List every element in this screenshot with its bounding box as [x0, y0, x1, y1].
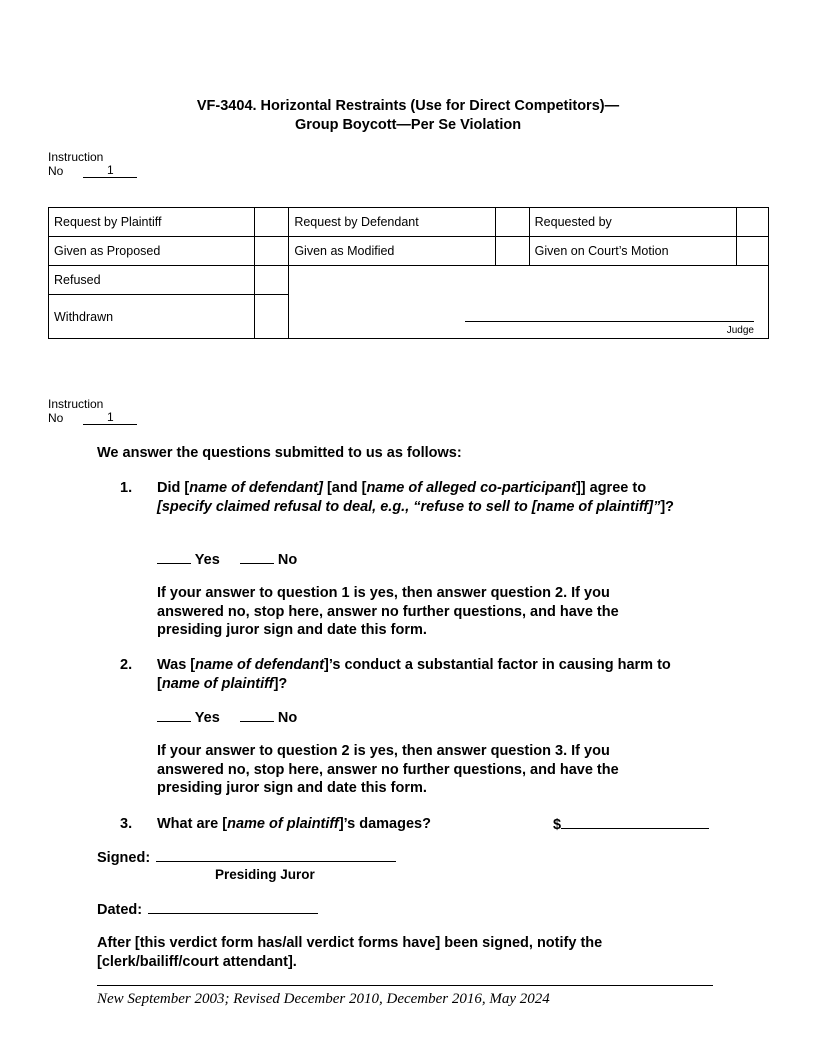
instruction-label: Instruction [48, 150, 104, 164]
question-2-followup: If your answer to question 2 is yes, then answer question 3. If you answered no, stop here, answer no further questions, and have the presiding juror sign and date this form. [157, 743, 619, 796]
damages-field [553, 815, 709, 835]
given-as-modified-box[interactable] [495, 237, 529, 266]
footer-divider [97, 985, 713, 986]
q2-no-label: No [277, 710, 298, 726]
signed-label: Signed: [97, 850, 151, 866]
question-1-text: Did [name of defendant] [and [name of alleged co-participant]] agree to [specify claimed refusal to deal, e.g., “refuse to sell to [name of plaintiff]”]? [157, 480, 675, 515]
question-1-answer [157, 550, 297, 570]
question-3-number: 3. [120, 816, 133, 832]
q2-no-blank[interactable] [240, 708, 274, 722]
question-2-answer [157, 708, 297, 728]
instruction-block-top [48, 150, 137, 178]
request-by-plaintiff-label: Request by Plaintiff [49, 208, 255, 237]
given-as-proposed-box[interactable] [255, 237, 289, 266]
revision-history: New September 2003; Revised December 2010, December 2016, May 2024 [97, 991, 550, 1007]
judge-signature-line [465, 321, 754, 322]
withdrawn-label: Withdrawn [49, 295, 255, 339]
q1-yes-blank[interactable] [157, 550, 191, 564]
page-title [0, 97, 816, 135]
date-blank[interactable] [148, 900, 318, 914]
signature-blank[interactable] [156, 848, 396, 862]
request-table [48, 207, 769, 339]
given-as-proposed-label: Given as Proposed [49, 237, 255, 266]
signed-row [97, 848, 396, 868]
q1-yes-label: Yes [194, 552, 220, 568]
presiding-juror-label: Presiding Juror [215, 867, 315, 882]
dollar-sign: $ [553, 817, 562, 833]
request-by-defendant-label: Request by Defendant [289, 208, 495, 237]
notify-text: After [this verdict form has/all verdict forms have] been signed, notify the [clerk/bailiff/court attendant]. [97, 935, 603, 970]
dated-row [97, 900, 318, 920]
q1-no-blank[interactable] [240, 550, 274, 564]
title-line-1: VF-3404. Horizontal Restraints (Use for Direct Competitors)— [196, 98, 620, 114]
title-line-2: Group Boycott—Per Se Violation [294, 117, 522, 133]
judge-signature-area[interactable] [289, 266, 769, 339]
instruction-no-value[interactable]: 1 [83, 411, 137, 425]
intro-text: We answer the questions submitted to us as follows: [97, 445, 462, 461]
question-2-text: Was [name of defendant]’s conduct a substantial factor in causing harm to [name of plaintiff]? [157, 657, 671, 692]
refused-box[interactable] [255, 266, 289, 295]
q2-yes-blank[interactable] [157, 708, 191, 722]
instruction-block-bottom [48, 397, 137, 425]
request-by-plaintiff-box[interactable] [255, 208, 289, 237]
question-1-number: 1. [120, 480, 133, 496]
damages-blank[interactable] [561, 815, 709, 829]
dated-label: Dated: [97, 902, 143, 918]
requested-by-box[interactable] [736, 208, 768, 237]
judge-label: Judge [726, 325, 754, 336]
given-as-modified-label: Given as Modified [289, 237, 495, 266]
instruction-no-label: No [48, 164, 64, 178]
q2-yes-label: Yes [194, 710, 220, 726]
q1-no-label: No [277, 552, 298, 568]
withdrawn-box[interactable] [255, 295, 289, 339]
request-by-defendant-box[interactable] [495, 208, 529, 237]
question-2-number: 2. [120, 657, 133, 673]
refused-label: Refused [49, 266, 255, 295]
instruction-no-label: No [48, 411, 64, 425]
requested-by-label: Requested by [529, 208, 736, 237]
instruction-no-value[interactable]: 1 [83, 164, 137, 178]
question-3-text: What are [name of plaintiff]’s damages? [157, 816, 431, 832]
given-on-courts-motion-box[interactable] [736, 237, 768, 266]
instruction-label: Instruction [48, 397, 104, 411]
question-1-followup: If your answer to question 1 is yes, then answer question 2. If you answered no, stop here, answer no further questions, and have the presiding juror sign and date this form. [157, 585, 619, 638]
given-on-courts-motion-label: Given on Court’s Motion [529, 237, 736, 266]
